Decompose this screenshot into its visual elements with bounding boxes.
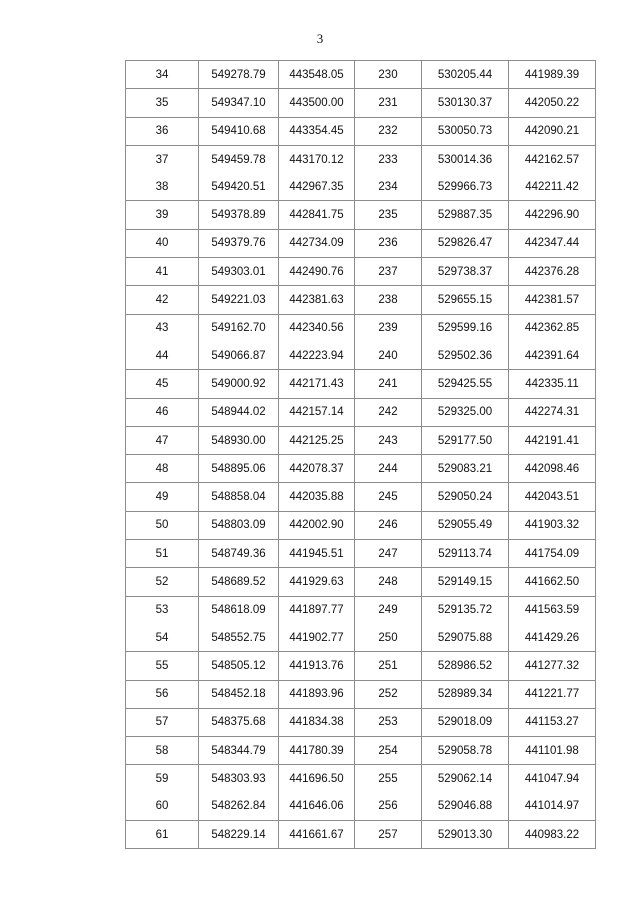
cell-y-left: 442340.56 [279,314,355,342]
cell-point-number-left: 34 [126,61,199,89]
cell-y-right: 441153.27 [509,708,596,736]
cell-x-right: 529502.36 [422,342,509,370]
cell-x-left: 548618.09 [199,596,279,624]
cell-point-number-left: 53 [126,596,199,624]
cell-point-number-right: 242 [355,398,422,426]
table-row [126,652,596,680]
cell-x-left: 548944.02 [199,398,279,426]
table-row [126,173,596,201]
cell-y-left: 442734.09 [279,229,355,257]
cell-y-left: 442125.25 [279,426,355,454]
cell-point-number-right: 251 [355,652,422,680]
cell-x-right: 529177.50 [422,426,509,454]
cell-point-number-right: 244 [355,455,422,483]
table-row [126,370,596,398]
cell-point-number-left: 49 [126,483,199,511]
cell-point-number-left: 39 [126,201,199,229]
table-row [126,398,596,426]
cell-y-right: 442296.90 [509,201,596,229]
cell-y-left: 442035.88 [279,483,355,511]
cell-point-number-right: 238 [355,286,422,314]
cell-x-right: 529083.21 [422,455,509,483]
cell-y-right: 442191.41 [509,426,596,454]
table-row [126,286,596,314]
table-row [126,145,596,173]
cell-y-right: 442274.31 [509,398,596,426]
cell-x-right: 529046.88 [422,793,509,821]
cell-point-number-left: 45 [126,370,199,398]
cell-y-left: 443354.45 [279,117,355,145]
cell-x-right: 529058.78 [422,737,509,765]
cell-x-right: 530130.37 [422,89,509,117]
cell-y-right: 441429.26 [509,624,596,652]
cell-x-right: 529135.72 [422,596,509,624]
cell-y-right: 442211.42 [509,173,596,201]
table-row [126,89,596,117]
cell-point-number-left: 60 [126,793,199,821]
cell-y-right: 442090.21 [509,117,596,145]
cell-x-right: 529425.55 [422,370,509,398]
cell-y-right: 441754.09 [509,540,596,568]
table-row [126,201,596,229]
cell-y-right: 442043.51 [509,483,596,511]
table-row [126,117,596,145]
cell-y-right: 442162.57 [509,145,596,173]
cell-point-number-right: 249 [355,596,422,624]
cell-x-right: 529966.73 [422,173,509,201]
cell-x-right: 528989.34 [422,680,509,708]
cell-point-number-left: 35 [126,89,199,117]
cell-point-number-left: 37 [126,145,199,173]
coordinates-table [125,60,596,849]
table-row [126,680,596,708]
table-row [126,511,596,539]
cell-y-right: 441221.77 [509,680,596,708]
cell-y-left: 441646.06 [279,793,355,821]
cell-x-right: 529013.30 [422,821,509,849]
table-row [126,596,596,624]
cell-y-left: 441897.77 [279,596,355,624]
cell-x-left: 549410.68 [199,117,279,145]
cell-point-number-left: 48 [126,455,199,483]
cell-y-left: 442157.14 [279,398,355,426]
cell-point-number-left: 58 [126,737,199,765]
cell-x-right: 530014.36 [422,145,509,173]
table-row [126,624,596,652]
cell-point-number-left: 38 [126,173,199,201]
cell-point-number-right: 255 [355,765,422,793]
cell-x-left: 548689.52 [199,568,279,596]
cell-x-left: 549420.51 [199,173,279,201]
cell-x-right: 529113.74 [422,540,509,568]
cell-y-right: 442050.22 [509,89,596,117]
cell-x-left: 548452.18 [199,680,279,708]
table-row [126,765,596,793]
cell-y-left: 443170.12 [279,145,355,173]
cell-point-number-left: 43 [126,314,199,342]
cell-y-left: 442002.90 [279,511,355,539]
cell-y-left: 441893.96 [279,680,355,708]
cell-point-number-right: 241 [355,370,422,398]
cell-y-left: 442967.35 [279,173,355,201]
cell-y-left: 442381.63 [279,286,355,314]
cell-point-number-right: 243 [355,426,422,454]
cell-x-right: 529149.15 [422,568,509,596]
cell-point-number-right: 245 [355,483,422,511]
cell-x-right: 530050.73 [422,117,509,145]
cell-x-left: 549000.92 [199,370,279,398]
cell-x-right: 529738.37 [422,258,509,286]
cell-x-left: 548803.09 [199,511,279,539]
table-row [126,483,596,511]
cell-y-right: 441277.32 [509,652,596,680]
cell-x-right: 529055.49 [422,511,509,539]
cell-point-number-right: 253 [355,708,422,736]
cell-point-number-right: 239 [355,314,422,342]
cell-point-number-left: 59 [126,765,199,793]
cell-x-left: 549221.03 [199,286,279,314]
cell-y-left: 441696.50 [279,765,355,793]
cell-point-number-left: 61 [126,821,199,849]
cell-x-right: 529599.16 [422,314,509,342]
cell-y-right: 441903.32 [509,511,596,539]
cell-x-left: 548344.79 [199,737,279,765]
cell-x-left: 549378.89 [199,201,279,229]
cell-y-left: 441661.67 [279,821,355,849]
table-row [126,568,596,596]
cell-point-number-left: 40 [126,229,199,257]
cell-y-left: 443500.00 [279,89,355,117]
cell-x-left: 548303.93 [199,765,279,793]
table-row [126,229,596,257]
cell-y-left: 441913.76 [279,652,355,680]
cell-point-number-right: 248 [355,568,422,596]
cell-y-left: 441945.51 [279,540,355,568]
cell-y-left: 442078.37 [279,455,355,483]
cell-x-left: 548505.12 [199,652,279,680]
cell-x-left: 549066.87 [199,342,279,370]
cell-x-right: 529655.15 [422,286,509,314]
cell-y-right: 442381.57 [509,286,596,314]
table-row [126,426,596,454]
cell-point-number-right: 236 [355,229,422,257]
cell-y-right: 441662.50 [509,568,596,596]
cell-point-number-right: 232 [355,117,422,145]
cell-x-left: 548749.36 [199,540,279,568]
cell-x-left: 548858.04 [199,483,279,511]
cell-y-right: 442335.11 [509,370,596,398]
cell-x-right: 529062.14 [422,765,509,793]
cell-point-number-left: 55 [126,652,199,680]
cell-y-right: 442098.46 [509,455,596,483]
cell-x-right: 529325.00 [422,398,509,426]
cell-point-number-right: 250 [355,624,422,652]
cell-y-left: 442171.43 [279,370,355,398]
cell-x-left: 549303.01 [199,258,279,286]
cell-point-number-left: 57 [126,708,199,736]
cell-y-right: 441563.59 [509,596,596,624]
cell-point-number-left: 41 [126,258,199,286]
table-row [126,342,596,370]
cell-x-right: 530205.44 [422,61,509,89]
cell-x-left: 548930.00 [199,426,279,454]
cell-point-number-right: 254 [355,737,422,765]
table-row [126,793,596,821]
cell-y-left: 441929.63 [279,568,355,596]
cell-point-number-right: 237 [355,258,422,286]
page-number: 3 [316,31,324,46]
cell-x-left: 548262.84 [199,793,279,821]
cell-point-number-right: 257 [355,821,422,849]
cell-y-right: 442362.85 [509,314,596,342]
cell-point-number-right: 234 [355,173,422,201]
cell-point-number-left: 51 [126,540,199,568]
cell-x-right: 529826.47 [422,229,509,257]
cell-x-left: 549162.70 [199,314,279,342]
cell-x-right: 528986.52 [422,652,509,680]
cell-x-left: 549459.78 [199,145,279,173]
table-row [126,708,596,736]
cell-x-left: 548895.06 [199,455,279,483]
cell-y-right: 440983.22 [509,821,596,849]
cell-x-right: 529050.24 [422,483,509,511]
cell-x-left: 548552.75 [199,624,279,652]
cell-point-number-left: 47 [126,426,199,454]
cell-point-number-right: 231 [355,89,422,117]
cell-point-number-right: 252 [355,680,422,708]
cell-y-left: 441834.38 [279,708,355,736]
cell-x-left: 548375.68 [199,708,279,736]
cell-point-number-right: 235 [355,201,422,229]
table-row [126,737,596,765]
cell-x-right: 529075.88 [422,624,509,652]
cell-point-number-left: 44 [126,342,199,370]
table-row [126,821,596,849]
cell-point-number-right: 247 [355,540,422,568]
cell-x-right: 529887.35 [422,201,509,229]
cell-y-left: 442490.76 [279,258,355,286]
cell-point-number-right: 240 [355,342,422,370]
cell-x-left: 548229.14 [199,821,279,849]
table-row [126,314,596,342]
cell-x-left: 549278.79 [199,61,279,89]
table-row [126,61,596,89]
table-row [126,455,596,483]
cell-y-right: 442347.44 [509,229,596,257]
cell-y-left: 441780.39 [279,737,355,765]
cell-x-right: 529018.09 [422,708,509,736]
cell-y-right: 441014.97 [509,793,596,821]
cell-y-right: 442391.64 [509,342,596,370]
cell-y-left: 442223.94 [279,342,355,370]
cell-y-left: 442841.75 [279,201,355,229]
cell-point-number-right: 230 [355,61,422,89]
cell-point-number-left: 46 [126,398,199,426]
table-row [126,258,596,286]
cell-point-number-left: 52 [126,568,199,596]
cell-x-left: 549347.10 [199,89,279,117]
cell-y-right: 442376.28 [509,258,596,286]
cell-y-left: 443548.05 [279,61,355,89]
cell-point-number-right: 256 [355,793,422,821]
cell-y-right: 441047.94 [509,765,596,793]
cell-point-number-left: 50 [126,511,199,539]
cell-y-left: 441902.77 [279,624,355,652]
cell-y-right: 441989.39 [509,61,596,89]
table-row [126,540,596,568]
cell-point-number-left: 54 [126,624,199,652]
coordinates-table-body [126,61,596,849]
cell-y-right: 441101.98 [509,737,596,765]
cell-point-number-right: 233 [355,145,422,173]
cell-point-number-left: 56 [126,680,199,708]
cell-point-number-left: 42 [126,286,199,314]
cell-point-number-right: 246 [355,511,422,539]
cell-x-left: 549379.76 [199,229,279,257]
cell-point-number-left: 36 [126,117,199,145]
